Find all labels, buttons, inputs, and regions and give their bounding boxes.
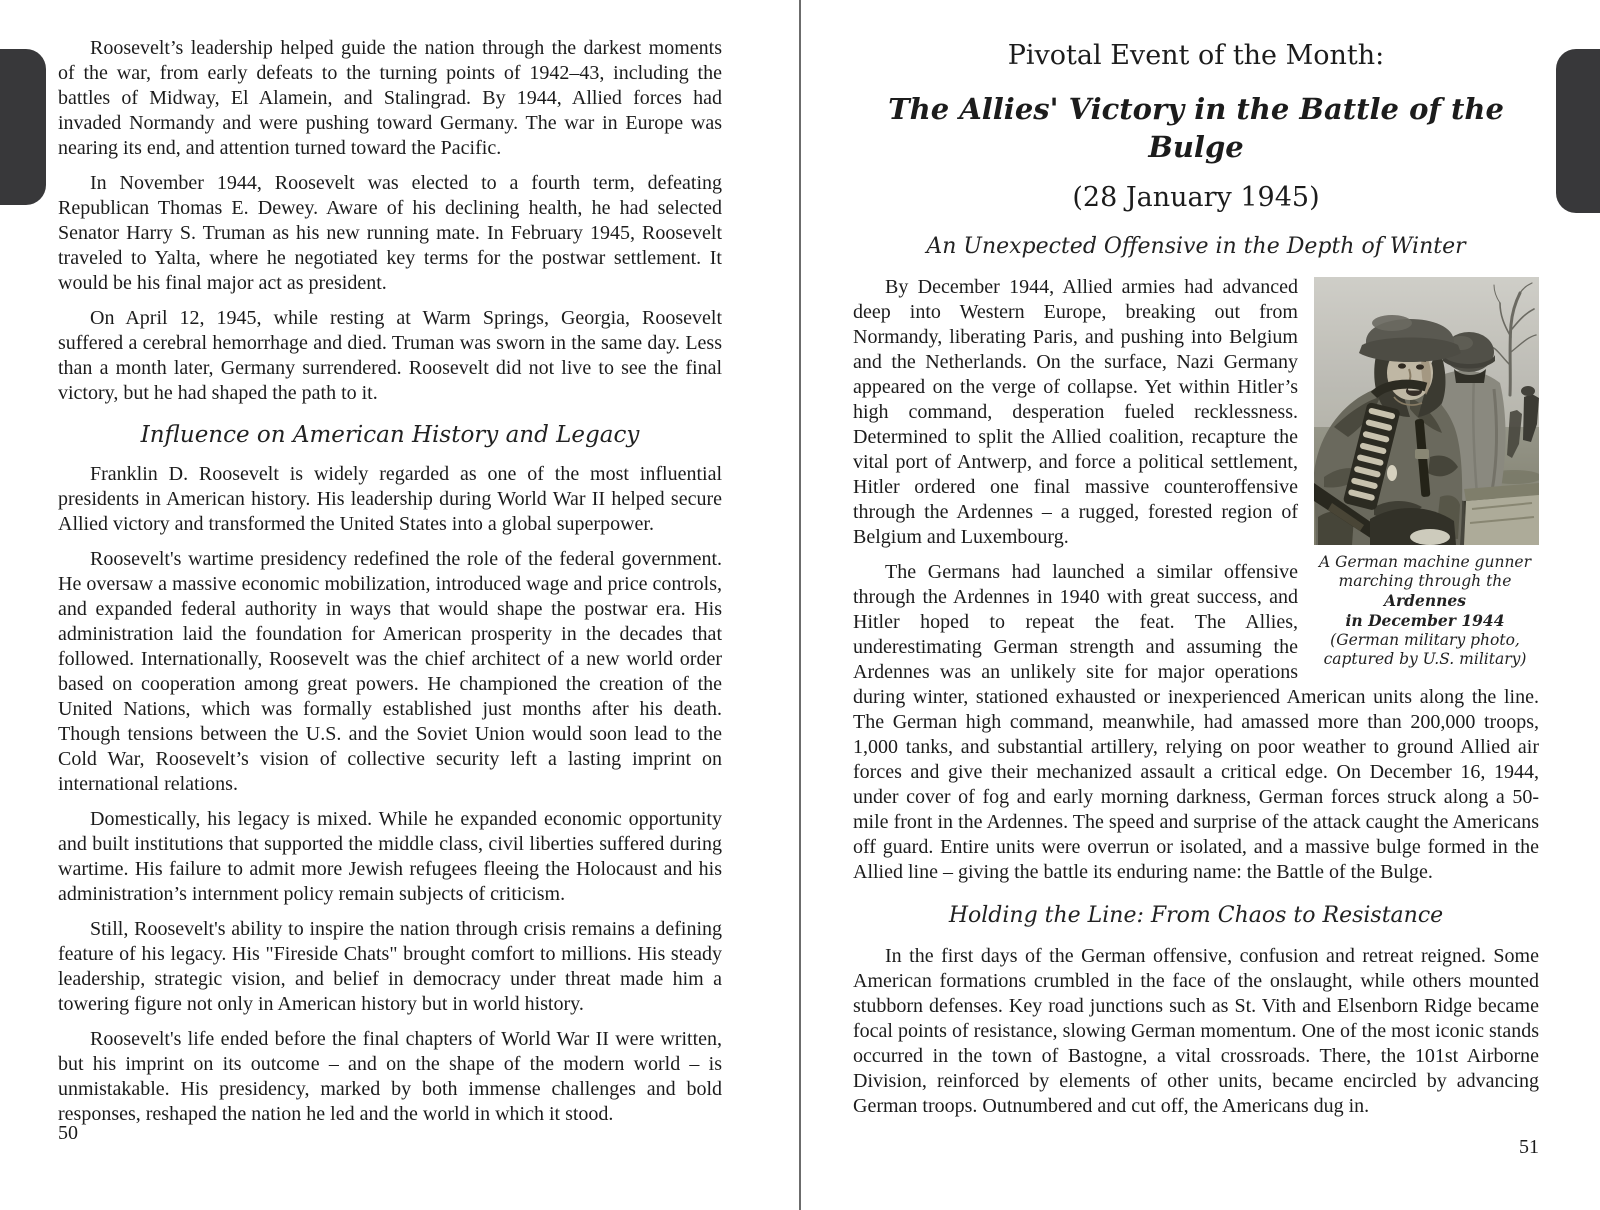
subheading-offensive: An Unexpected Offensive in the Depth of Winter <box>926 234 1466 259</box>
paragraph: In November 1944, Roosevelt was elected to a fourth term, defeating Republican Thomas E. Dewey. Aware of his declining health, he had selected Senator Harry S. Truman as his new running mate. In February 1945, Roosevelt traveled to Yalta, where he negotiated key terms for the postwar settlement. It would be his final major act as president. <box>58 172 722 294</box>
caption-line: Ardennes <box>1383 591 1467 610</box>
article-title: The Allies' Victory in the Battle of the Bulge <box>888 92 1504 164</box>
page-turn-tab-right[interactable] <box>1556 49 1600 213</box>
paragraph: By December 1944, Allied armies had advanced deep into Western Europe, breaking out from Normandy, liberating Paris, and pushing into Belgium and the Netherlands. On the surface, Nazi Germany appeared on the verge of collapse. Yet within Hitler’s high command, desperation fueled recklessness. Determined to split the Allied coalition, recapture the vital port of Antwerp, and force a political settlement, Hitler ordered one final massive counteroffensive through the Ardennes – a rugged, forested region of Belgium and Luxembourg. <box>853 276 1298 548</box>
paragraph: The Germans had launched a similar offensive through the Ardennes in 1940 with great success, and Hitler hoped to repeat the feat. The Allies, underestimating German strength and assuming the Ardennes was an unlikely site for major operations during winter, stationed exhausted or inexperienced American units along the line. The German high command, meanwhile, had amassed more than 200,000 troops, 1,000 tanks, and substantial artillery, relying on poor weather to ground Allied air forces and give their mechanized assault a critical edge. On December 16, 1944, under cover of fog and early morning darkness, German forces struck along a 50-mile front in the Ardennes. The speed and surprise of the attack caught the Americans off guard. Entire units were overrun or isolated, and a massive bulge formed in the Allied line – giving the battle its enduring name: the Battle of the Bulge. <box>853 561 1539 883</box>
page-right <box>853 40 1539 1129</box>
page-turn-tab-left[interactable] <box>0 49 46 205</box>
page-left <box>58 36 722 1137</box>
paragraph: Franklin D. Roosevelt is widely regarded as one of the most influential presidents in American history. His leadership during World War II helped secure Allied victory and transformed the United States into a global superpower. <box>58 463 722 535</box>
caption-line: captured by U.S. military) <box>1323 650 1527 668</box>
photo-caption <box>1311 553 1539 669</box>
caption-line: in December 1944 <box>1345 611 1505 630</box>
kicker-heading: Pivotal Event of the Month: <box>1007 40 1385 71</box>
paragraph: In the first days of the German offensive, confusion and retreat reigned. Some American formations crumbled in the face of the onslaught, while others mounted stubborn defenses. Key road junctions such as St. Vith and Elsenborn Ridge became focal points of resistance, slowing German momentum. One of the most iconic stands occurred in the town of Bastogne, a vital crossroads. There, the 101st Airborne Division, reinforced by elements of other units, became encircled by advancing German troops. Outnumbered and cut off, the Americans dug in. <box>853 945 1539 1117</box>
event-date: (28 January 1945) <box>1072 182 1320 213</box>
caption-line: (German military photo, <box>1330 631 1520 649</box>
caption-line: A German machine gunner <box>1318 553 1532 571</box>
subheading-holding-line: Holding the Line: From Chaos to Resistance <box>948 903 1444 928</box>
paragraph: Roosevelt's wartime presidency redefined the role of the federal government. He oversaw a massive economic mobilization, introduced wage and price controls, and expanded federal authority in ways that would shape the postwar era. His administration laid the foundation for American prosperity in the decades that followed. Internationally, Roosevelt was the chief architect of a new world order based on cooperation among great powers. He championed the creation of the United Nations, which was formally established just months after his death. Though tensions between the U.S. and the Soviet Union would soon lead to the Cold War, Roosevelt’s vision of collective security left a lasting imprint on international relations. <box>58 548 722 795</box>
section-heading-legacy: Influence on American History and Legacy <box>140 422 640 448</box>
page-number-left: 50 <box>58 1122 78 1144</box>
paragraph: Roosevelt’s leadership helped guide the nation through the darkest moments of the war, from early defeats to the turning points of 1942–43, including the battles of Midway, El Alamein, and Stalingrad. By 1944, Allied forces had invaded Normandy and were pushing toward Germany. The war in Europe was nearing its end, and attention turned toward the Pacific. <box>58 37 722 159</box>
paragraph: On April 12, 1945, while resting at Warm Springs, Georgia, Roosevelt suffered a cerebral hemorrhage and died. Truman was sworn in the same day. Less than a month later, Germany surrendered. Roosevelt did not live to see the final victory, but he had shaped the path to it. <box>58 307 722 404</box>
page-gutter-divider <box>799 0 801 1210</box>
paragraph: Still, Roosevelt's ability to inspire the nation through crisis remains a defining feature of his legacy. His "Fireside Chats" brought comfort to millions. His steady leadership, strategic vision, and belief in democracy under threat made him a towering figure not only in American history but in world history. <box>58 918 722 1015</box>
caption-line: marching through the <box>1338 572 1512 590</box>
page-number-right: 51 <box>1519 1136 1539 1158</box>
battle-photo <box>1314 277 1539 545</box>
photo-figure <box>1311 277 1539 669</box>
paragraph: Roosevelt's life ended before the final chapters of World War II were written, but his imprint on its outcome – and on the shape of the modern world – is unmistakable. His presidency, marked by both immense challenges and bold responses, reshaped the nation he led and the world in which it stood. <box>58 1028 722 1125</box>
paragraph: Domestically, his legacy is mixed. While he expanded economic opportunity and built institutions that supported the middle class, civil liberties suffered during wartime. His failure to admit more Jewish refugees fleeing the Holocaust and his administration’s internment policy remain subjects of criticism. <box>58 808 722 905</box>
